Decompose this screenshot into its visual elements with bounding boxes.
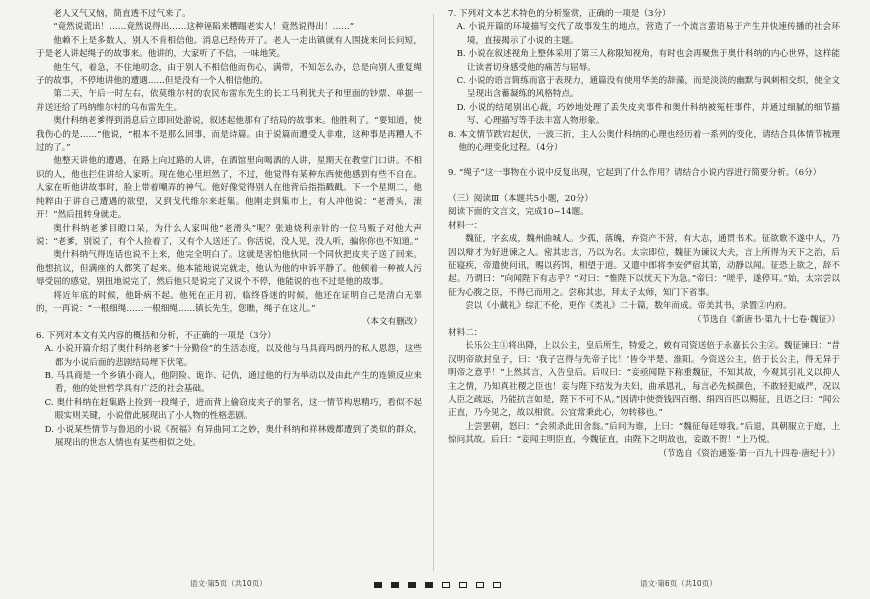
story-paragraph: 第二天，午后一时左右，依莫维尔村的农民布雷东先生的长工马利犹夫子和里面的钞票、单据一并送还给了玛纳维尔村的乌布雷先生。 [36,89,422,113]
material-2-text: 长乐公主①将出降，上以公主，皇后所生，特爱之，敕有司资送倍于永嘉长公主②。魏征谏曰：“昔汉明帝欲封皇子，曰：‘我子岂得与先帝子比！’皆令半楚、淮阳。今资送公主，倍于长公主，得无异于明帝之意乎！”上然其言，入告皇后。后叹曰：“妾亟闻陛下称重魏征，不知其故，今观其引礼义以抑人主之情，乃知真社稷之臣也！妾与陛下结发为夫妇，曲承恩礼，每言必先候颜色，不敢轻犯威严，况以人臣之疏远，乃能抗言如是，陛下不可不从。”因请中使赍钱四百缗、绢四百匹以赐征，且语之曰：“闻公正直，乃今见之，故以相赏。公宜常秉此心，勿转移也。” [448,341,840,419]
page-footer-right: 语文·第6页（共10页） [640,579,717,588]
story-paragraph: 他赖不上是多数人，别人不肯相信他。消息已经传开了。老人一走出镇就有人围拢来问长问短，于是老人讲起绳子的故事来。他讲的，大家听了不信，一味地笑。 [36,35,422,60]
story-paragraph: 他生气，着急，不住地叨念，由于别人不相信他而伤心，满带，不知怎么办，总是向别人重复绳子的故事，不停地讲他的遭遇……但是没有一个人相信他的。 [36,62,422,87]
story-text [36,8,422,330]
option-c: C. 小说的语言简练而富于表现力，通篇没有使用华美的辞藻，而是淡淡的幽默与讽刺相交织，使全文呈现出含蓄凝练的风格特点。 [456,76,840,100]
option-a: A. 小说开篇介绍了奥什科纳老爹“十分勤俭”的生活态度，以及他与马具商玛朗丹的私人恩怨，这些都为小说后面的悲剧结局埋下伏笔。 [44,344,422,368]
binding-mark [476,582,484,588]
binding-mark [374,582,382,588]
binding-mark [493,582,501,588]
option-d: D. 小说的结尾别出心裁，巧妙地处理了丢失皮夹事件和奥什科纳被冤枉事件，并通过细腻的细节描写、心理描写等手法丰富人物形象。 [456,102,840,127]
material-1-source: （节选自《新唐书·第九十七卷·魏征》） [692,314,840,325]
material-1-tail: 尝以《小戴礼》综汇不伦，更作《类礼》二十篇，数年而成。帝美其书，录置②内府。 [465,301,792,312]
question-stem: 7. 下列对文本艺术特色的分析鉴赏，正确的一项是（3分） [448,9,671,19]
story-source: （本文有删改） [361,317,422,328]
question-7 [448,8,840,129]
material-2-label: 材料二： [448,327,483,338]
question-9: 9. “绳子”这一事物在小说中反复出现，它起到了什么作用？请结合小说内容进行简要分析。（6分） [448,168,822,179]
option-d: D. 小说某些情节与鲁迅的小说《祝福》有异曲同工之妙，奥什科纳和祥林嫂都遭到了类似的群众，展现出的世态人情也有某些相似之处。 [44,424,422,448]
section-intro: 阅读下面的文言文，完成10~14题。 [448,207,589,218]
question-8: 8. 本文情节跌宕起伏，一波三折，主人公奥什科纳的心理也经历着一系列的变化，请结合具体情节梳理他的心理变化过程。（4分） [448,129,840,154]
binding-mark [442,582,450,588]
section-heading: （三）阅读Ⅲ（本题共5小题，20分） [448,193,594,204]
question-stem: 6. 下列对本文有关内容的概括和分析，不正确的一项是（3分） [36,330,276,341]
material-2-tail: 上尝罢朝，怒曰：“会须杀此田舍翁。”后问为谁，上曰：“魏征每廷辱我。”后退，具朝服立于庭，上惊问其故。后曰：“妾闻主明臣直，今魏征直，由陛下之明故也，妾敢不贺！”上乃悦。 [448,421,840,446]
reading-section-3 [448,193,840,461]
option-a: A. 小说开篇的环境描写交代了故事发生的地点，营造了一个流言蜚语易于产生并快速传播的社会环境，直接揭示了小说的主题。 [456,22,840,46]
option-b: B. 马具商是一个乡镇小商人，他阴险、诡诈、记仇，通过他的行为举动以及由此产生的连锁反应来看，他的处世哲学具有广泛的社会基础。 [44,370,422,395]
page-footer-left: 语文·第5页（共10页） [190,579,267,588]
option-c: C. 奥什科纳在赶集路上捡到一段绳子，进而背上偷窃皮夹子的罪名，这一情节构思精巧，看似不起眼实则关键，小说借此展现出了小人物的性格悲剧。 [44,397,422,422]
story-paragraph: 奥什科纳老爹目瞪口呆，为什么人家叫他“老滑头”呢？张迪烧利亲针的一位马贩子对他大声说：“老爹，别说了，有个人捡着了，又有个人送还了。你活说，没人见，没人听，骗你你也不知道。” [36,223,422,247]
material-1-text: 魏征，字玄成，魏州曲城人。少孤，落魄，弃资产不营，有大志，通贯书术。征欲歌不遂中人，乃因以辩才为好进谏之人。密其忠言，乃以为名。太宗即位，魏征为谏议大夫，言上所得为天下之治，后征寝疾，帝遣使问讯，赐以药饵，相望于道。又遣中郎将李安俨宿其第，动静以闻。征恐上欲之，辞不起。乃谓曰：“向闻陛下有志乎？”对曰：“惟陛下以忧天下为急。”帝曰：“嗟乎，遂停耳。”始，太宗尝以征为心腹之臣，不得已而用之。尝称其忠，拜太子太师，知门下省事。 [448,234,840,298]
question-6 [36,330,422,451]
binding-mark [391,582,399,588]
column-divider [433,14,434,571]
story-paragraph: 奥什科纳气得连话也说不上来，他完全明白了。这就是害怕他伙同一个同伙把皮夹子送了回来。他想抗议，但满座的人都笑了起来。他本能地说完就走，他认为他的申诉平静了。他顿着一种被人污辱受屈的感觉，别扭地说完了，然后他只是说完了又说个不停，他能说的也不过是他的故事。 [36,250,422,288]
right-column [448,8,840,461]
binding-mark [459,582,467,588]
binding-mark [408,582,416,588]
option-b: B. 小说在叙述视角上整体采用了第三人称限知视角，有时也会再聚焦于奥什科纳的内心世界，这样能让读者切身感受他的痛苦与屈辱。 [456,49,840,73]
material-1-label: 材料一： [448,220,483,231]
story-paragraph: 奥什科纳老爹得到消息后立即回处游说，叙述起他那有了结局的故事来。他胜利了。“要知道，使我伤心的是……”他说，“根本不是那么回事，而是诗篇。由于说篇而遭受人非难，这种事是再糟人不过的了。” [36,116,422,154]
material-2-source: （节选自《资治通鉴·第一百九十四卷·唐纪十》） [658,448,840,459]
story-paragraph: 他整天讲他的遭遇，在路上向过路的人讲，在酒馆里向喝酒的人讲，星期天在教堂门口讲。不相识的人，他也拦住讲给人家听。现在他心里坦然了，不过，他觉得有某种东西使他感到有些不自在。人家在听他讲故事时，脸上带着嘲弄的神气。他好像觉得别人在他背后指指戳戳。下一个星期二，他纯粹由于讲自己遭遇的欲望，又到戈代维尔来赶集。他刚走到集市上，有人冲他说：“老滑头，滚开！”然后扭转身就走。 [36,156,422,221]
left-column [36,8,422,450]
story-paragraph: “竟然说谎出！……竟然说得出……这种诬陷来糟蹋老实人！竟然说得出！……” [53,22,355,33]
story-paragraph: 将近年底的时候，他卧病不起。他死在正月初，临终昏迷的时候，他还在证明自己是清白无辜的，一再说：“一根细绳……一根细绳……镇长先生，您瞧，绳子在这儿。” [36,290,422,314]
center-marks [374,582,501,588]
binding-mark [425,582,433,588]
story-paragraph: 老人又气又恼，简直透不过气来了。 [53,9,191,19]
